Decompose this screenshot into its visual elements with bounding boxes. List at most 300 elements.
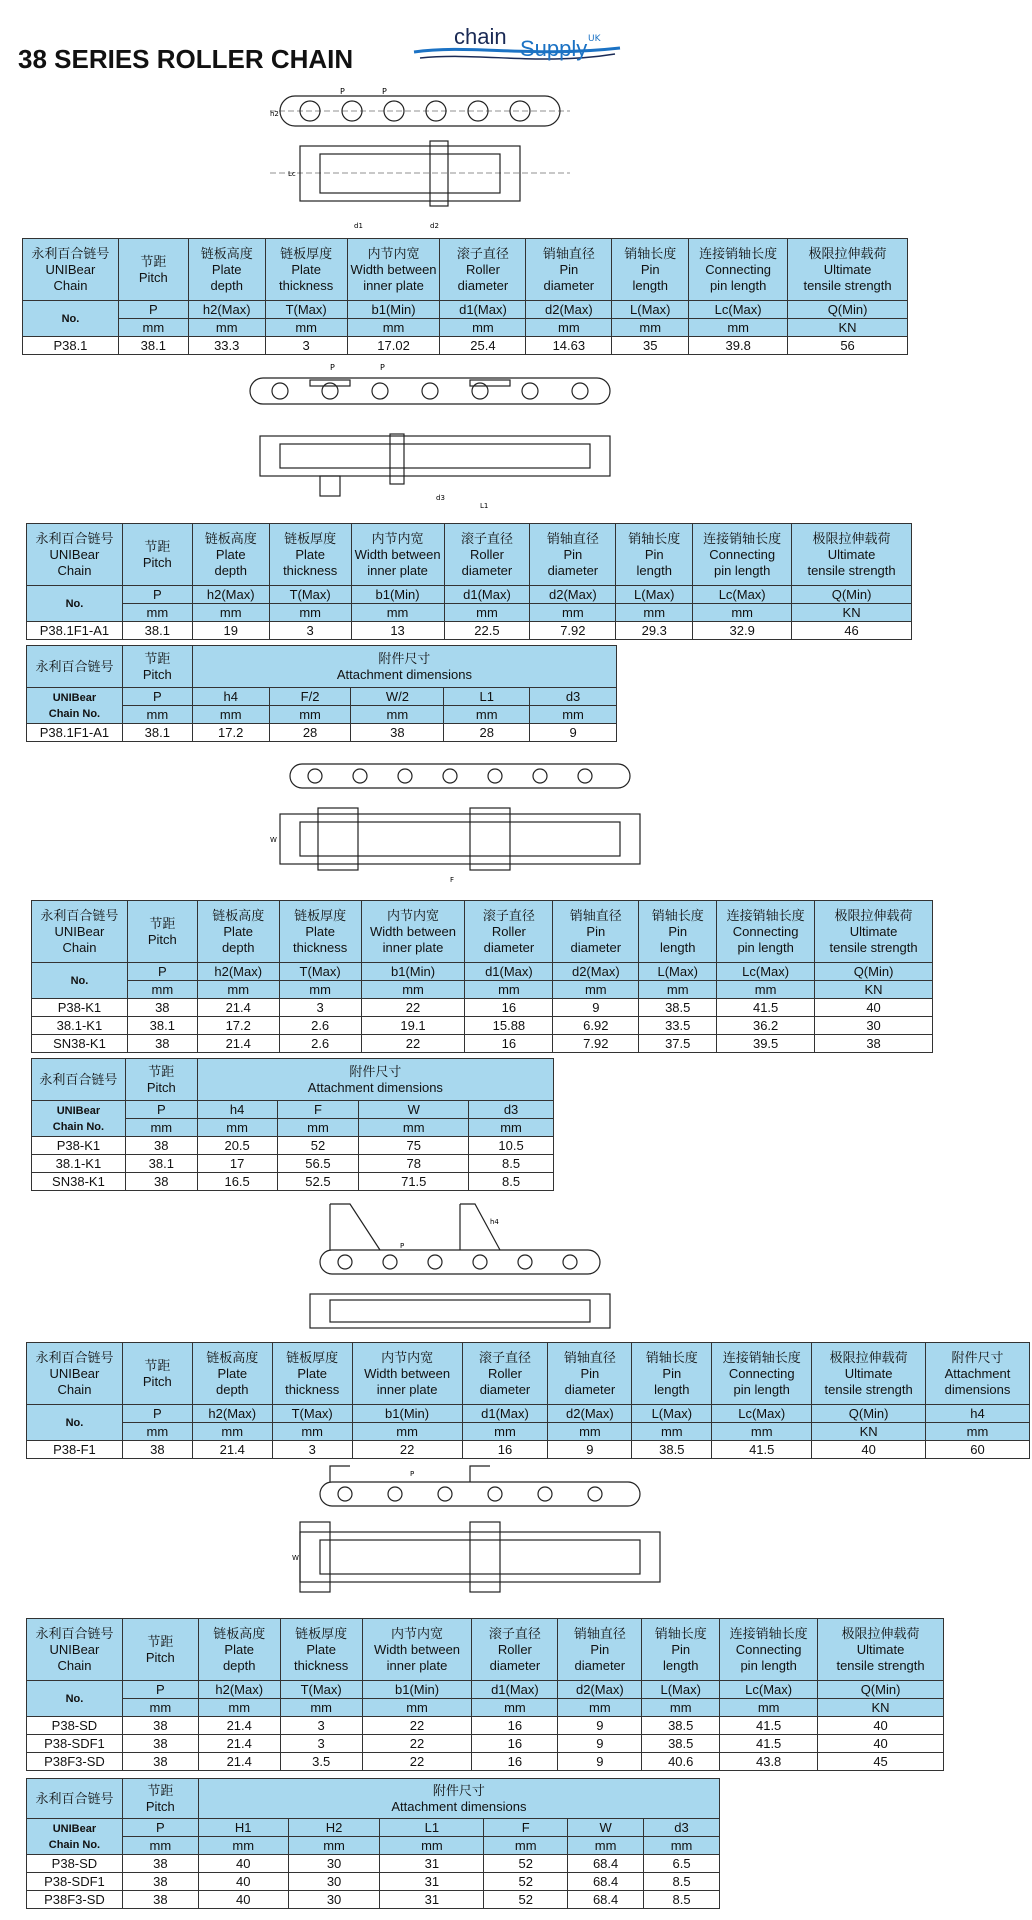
d1-header: 滚子直径 Roller diameter bbox=[440, 239, 526, 301]
table-cell: 68.4 bbox=[568, 1891, 644, 1909]
table-cell: 9 bbox=[558, 1753, 642, 1771]
attachment-header: 附件尺寸 Attachment dimensions bbox=[197, 1059, 553, 1101]
table-cell: KN bbox=[818, 1699, 944, 1717]
table-cell: 16 bbox=[462, 1441, 548, 1459]
table-cell: 52 bbox=[277, 1137, 359, 1155]
table-cell: mm bbox=[616, 604, 693, 622]
table-cell: mm bbox=[288, 1837, 380, 1855]
table-cell: h4 bbox=[197, 1101, 277, 1119]
table-cell: 21.4 bbox=[198, 1753, 280, 1771]
table-cell: mm bbox=[188, 319, 265, 337]
table-cell: b1(Min) bbox=[361, 963, 465, 981]
table-cell: 31 bbox=[380, 1855, 484, 1873]
table-cell: 30 bbox=[815, 1017, 933, 1035]
spec-table-f1 bbox=[26, 1342, 1030, 1459]
l-header: 销轴长度 Pin length bbox=[642, 1619, 720, 1681]
table-cell: F/2 bbox=[269, 688, 351, 706]
table-cell: P bbox=[122, 586, 192, 604]
table-cell: P bbox=[125, 1101, 197, 1119]
table-cell: 75 bbox=[359, 1137, 469, 1155]
table-cell: mm bbox=[198, 1837, 288, 1855]
table-cell: 52 bbox=[484, 1855, 568, 1873]
table-cell: mm bbox=[632, 1423, 712, 1441]
table-cell: 29.3 bbox=[616, 622, 693, 640]
table-cell: T(Max) bbox=[265, 301, 347, 319]
q-header: 极限拉伸载荷 Ultimate tensile strength bbox=[815, 901, 933, 963]
table-cell: 6.5 bbox=[644, 1855, 720, 1873]
table-cell: 41.5 bbox=[717, 999, 815, 1017]
table-cell: P38-K1 bbox=[32, 999, 128, 1017]
table-cell: 16 bbox=[472, 1717, 558, 1735]
table-cell: mm bbox=[639, 981, 717, 999]
table-cell: 38 bbox=[815, 1035, 933, 1053]
d2-header: 销轴直径 Pin diameter bbox=[558, 1619, 642, 1681]
table-cell: T(Max) bbox=[269, 586, 351, 604]
table-cell: mm bbox=[712, 1423, 812, 1441]
table-cell: mm bbox=[192, 706, 269, 724]
table-cell: mm bbox=[444, 706, 530, 724]
table-row bbox=[32, 999, 933, 1017]
attachment-table-sd bbox=[26, 1778, 720, 1909]
q-header: 极限拉伸载荷 Ultimate tensile strength bbox=[788, 239, 908, 301]
table-cell: 3 bbox=[280, 1735, 362, 1753]
table-cell: 22 bbox=[361, 1035, 465, 1053]
table-cell: 7.92 bbox=[553, 1035, 639, 1053]
table-cell: 19.1 bbox=[361, 1017, 465, 1035]
l-header: 销轴长度 Pin length bbox=[632, 1343, 712, 1405]
t-header: 链板厚度 Plate thickness bbox=[269, 524, 351, 586]
table-cell: h2(Max) bbox=[192, 586, 269, 604]
spec-table-sd bbox=[26, 1618, 944, 1771]
table-cell: 68.4 bbox=[568, 1855, 644, 1873]
spec-table-p38-1 bbox=[22, 238, 908, 355]
table-row bbox=[27, 1873, 720, 1891]
d2-header: 销轴直径 Pin diameter bbox=[526, 239, 612, 301]
table-cell: 22.5 bbox=[444, 622, 530, 640]
table-cell: L(Max) bbox=[642, 1681, 720, 1699]
table-cell: d3 bbox=[469, 1101, 554, 1119]
table-cell: mm bbox=[526, 319, 612, 337]
dim-label-d1: d1 bbox=[354, 222, 363, 230]
table-cell: 38 bbox=[122, 1717, 198, 1735]
chain-no-header: UNIBear Chain No. bbox=[27, 688, 123, 724]
dim-label-p2: P bbox=[380, 363, 385, 372]
pitch-header: 节距 Pitch bbox=[122, 524, 192, 586]
table-cell: 3 bbox=[272, 1441, 352, 1459]
dim-label-lc: Lc bbox=[288, 170, 296, 178]
table-row bbox=[27, 1855, 720, 1873]
table-cell: P bbox=[127, 963, 197, 981]
t-header: 链板厚度 Plate thickness bbox=[279, 901, 361, 963]
table-row bbox=[32, 1017, 933, 1035]
table-cell: P38-SD bbox=[27, 1717, 123, 1735]
h2-header: 链板高度 Plate depth bbox=[198, 1619, 280, 1681]
table-cell: T(Max) bbox=[279, 963, 361, 981]
dim-label-h2: h2 bbox=[270, 110, 279, 118]
dim-label-p: P bbox=[400, 1242, 405, 1250]
table-cell: d1(Max) bbox=[462, 1405, 548, 1423]
h2-header: 链板高度 Plate depth bbox=[188, 239, 265, 301]
table-cell: 30 bbox=[288, 1873, 380, 1891]
table-cell: 38 bbox=[122, 1891, 198, 1909]
table-cell: 40 bbox=[198, 1855, 288, 1873]
table-cell: 6.92 bbox=[553, 1017, 639, 1035]
table-cell: SN38-K1 bbox=[32, 1035, 128, 1053]
table-cell: 38 bbox=[127, 999, 197, 1017]
table-cell: mm bbox=[440, 319, 526, 337]
table-cell: 31 bbox=[380, 1891, 484, 1909]
table-cell: 9 bbox=[553, 999, 639, 1017]
table-row bbox=[32, 1137, 554, 1155]
table-cell: 46 bbox=[792, 622, 912, 640]
spec-table-k1 bbox=[31, 900, 933, 1053]
table-cell: 38.1 bbox=[122, 724, 192, 742]
table-cell: 45 bbox=[818, 1753, 944, 1771]
chain-no-header: UNIBear Chain No. bbox=[27, 1819, 123, 1855]
table-row bbox=[32, 1155, 554, 1173]
d1-header: 滚子直径 Roller diameter bbox=[465, 901, 553, 963]
table-cell: 36.2 bbox=[717, 1017, 815, 1035]
table-cell: F bbox=[484, 1819, 568, 1837]
table-row bbox=[27, 1753, 944, 1771]
attachment-header: 附件尺寸 Attachment dimensions bbox=[198, 1779, 719, 1819]
table-cell: 71.5 bbox=[359, 1173, 469, 1191]
table-cell: mm bbox=[351, 706, 444, 724]
table-cell: 21.4 bbox=[198, 1735, 280, 1753]
table-cell: mm bbox=[277, 1119, 359, 1137]
table-cell: 25.4 bbox=[440, 337, 526, 355]
table-cell: P38F3-SD bbox=[27, 1891, 123, 1909]
table-cell: 41.5 bbox=[720, 1717, 818, 1735]
table-cell: 22 bbox=[361, 999, 465, 1017]
table-cell: d2(Max) bbox=[548, 1405, 632, 1423]
table-cell: 38.5 bbox=[639, 999, 717, 1017]
table-cell: Lc(Max) bbox=[689, 301, 788, 319]
table-cell: 2.6 bbox=[279, 1017, 361, 1035]
table-cell: 16 bbox=[465, 1035, 553, 1053]
table-cell: L1 bbox=[444, 688, 530, 706]
table-cell: Lc(Max) bbox=[720, 1681, 818, 1699]
table-row bbox=[23, 337, 908, 355]
table-cell: 9 bbox=[558, 1735, 642, 1753]
attachment-table-f1-a1 bbox=[26, 645, 617, 742]
table-cell: 3 bbox=[269, 622, 351, 640]
d2-header: 销轴直径 Pin diameter bbox=[553, 901, 639, 963]
table-cell: mm bbox=[347, 319, 440, 337]
table-cell: 3 bbox=[265, 337, 347, 355]
table-cell: 30 bbox=[288, 1855, 380, 1873]
table-cell: mm bbox=[693, 604, 792, 622]
table-cell: mm bbox=[380, 1837, 484, 1855]
table-cell: KN bbox=[812, 1423, 926, 1441]
code-header: 永利百合链号 bbox=[32, 1059, 126, 1101]
code-header: 永利百合链号 bbox=[27, 1779, 123, 1819]
table-cell: 38 bbox=[127, 1035, 197, 1053]
table-cell: 38.5 bbox=[642, 1717, 720, 1735]
table-cell: 19 bbox=[192, 622, 269, 640]
table-cell: 60 bbox=[926, 1441, 1030, 1459]
table-cell: P38.1 bbox=[23, 337, 119, 355]
table-cell: mm bbox=[558, 1699, 642, 1717]
attachment-table-k1 bbox=[31, 1058, 554, 1191]
table-cell: mm bbox=[359, 1119, 469, 1137]
d1-header: 滚子直径 Roller diameter bbox=[444, 524, 530, 586]
table-cell: L(Max) bbox=[616, 586, 693, 604]
table-cell: 22 bbox=[362, 1753, 472, 1771]
table-cell: 41.5 bbox=[720, 1735, 818, 1753]
table-row bbox=[27, 1735, 944, 1753]
table-cell: 17.02 bbox=[347, 337, 440, 355]
dim-label-f: F bbox=[450, 876, 455, 884]
table-cell: 16 bbox=[472, 1735, 558, 1753]
lc-header: 连接销轴长度 Connecting pin length bbox=[693, 524, 792, 586]
table-cell: Q(Min) bbox=[792, 586, 912, 604]
table-cell: h4 bbox=[926, 1405, 1030, 1423]
pitch-header: 节距 Pitch bbox=[122, 1619, 198, 1681]
table-row bbox=[27, 622, 912, 640]
table-row bbox=[32, 1173, 554, 1191]
table-cell: 40 bbox=[198, 1891, 288, 1909]
table-cell: mm bbox=[469, 1119, 554, 1137]
h2-header: 链板高度 Plate depth bbox=[192, 1343, 272, 1405]
table-cell: 14.63 bbox=[526, 337, 612, 355]
table-cell: 38.5 bbox=[632, 1441, 712, 1459]
dim-label-p: P bbox=[330, 363, 335, 372]
dim-label-d3: d3 bbox=[436, 494, 445, 502]
table-cell: 38.1-K1 bbox=[32, 1017, 128, 1035]
chain-no-header: No. bbox=[27, 1405, 123, 1441]
table-cell: 13 bbox=[351, 622, 444, 640]
table-cell: P38-F1 bbox=[27, 1441, 123, 1459]
dim-label-p: P bbox=[340, 87, 345, 96]
table-cell: 17.2 bbox=[197, 1017, 279, 1035]
q-header: 极限拉伸载荷 Ultimate tensile strength bbox=[792, 524, 912, 586]
table-cell: mm bbox=[197, 1119, 277, 1137]
table-cell: P bbox=[122, 1819, 198, 1837]
chain-drawing-f1-a1 bbox=[240, 358, 640, 514]
table-cell: T(Max) bbox=[272, 1405, 352, 1423]
b1-header: 内节内宽 Width between inner plate bbox=[362, 1619, 472, 1681]
table-cell: 10.5 bbox=[469, 1137, 554, 1155]
table-cell: 37.5 bbox=[639, 1035, 717, 1053]
h2-header: 链板高度 Plate depth bbox=[197, 901, 279, 963]
dim-label-h4: h4 bbox=[490, 1218, 499, 1226]
table-cell: mm bbox=[265, 319, 347, 337]
table-cell: H1 bbox=[198, 1819, 288, 1837]
table-cell: 22 bbox=[352, 1441, 462, 1459]
table-cell: d2(Max) bbox=[526, 301, 612, 319]
table-cell: P38.1F1-A1 bbox=[27, 724, 123, 742]
table-cell: h2(Max) bbox=[197, 963, 279, 981]
l-header: 销轴长度 Pin length bbox=[639, 901, 717, 963]
chain-no-header: No. bbox=[27, 1681, 123, 1717]
table-cell: mm bbox=[198, 1699, 280, 1717]
h2-header: 链板高度 Plate depth bbox=[192, 524, 269, 586]
table-cell: P38-SDF1 bbox=[27, 1873, 123, 1891]
table-cell: 3 bbox=[280, 1717, 362, 1735]
table-cell: d1(Max) bbox=[440, 301, 526, 319]
table-cell: 38.1 bbox=[125, 1155, 197, 1173]
code-header: 永利百合链号 UNIBear Chain bbox=[32, 901, 128, 963]
table-cell: W bbox=[568, 1819, 644, 1837]
table-cell: 56.5 bbox=[277, 1155, 359, 1173]
attachment-header: 附件尺寸 Attachment dimensions bbox=[192, 646, 616, 688]
table-cell: 40 bbox=[812, 1441, 926, 1459]
q-header: 极限拉伸载荷 Ultimate tensile strength bbox=[818, 1619, 944, 1681]
table-cell: 8.5 bbox=[644, 1873, 720, 1891]
table-cell: SN38-K1 bbox=[32, 1173, 126, 1191]
table-cell: Lc(Max) bbox=[693, 586, 792, 604]
table-cell: d1(Max) bbox=[472, 1681, 558, 1699]
table-cell: 38 bbox=[122, 1441, 192, 1459]
table-cell: H2 bbox=[288, 1819, 380, 1837]
table-row bbox=[27, 724, 617, 742]
table-cell: 43.8 bbox=[720, 1753, 818, 1771]
table-cell: 38 bbox=[122, 1873, 198, 1891]
table-cell: mm bbox=[530, 706, 617, 724]
table-cell: mm bbox=[127, 981, 197, 999]
table-cell: 8.5 bbox=[469, 1155, 554, 1173]
table-cell: L1 bbox=[380, 1819, 484, 1837]
pitch-header: 节距 Pitch bbox=[122, 1779, 198, 1819]
table-row bbox=[27, 1441, 1030, 1459]
table-cell: 33.5 bbox=[639, 1017, 717, 1035]
table-cell: h2(Max) bbox=[192, 1405, 272, 1423]
table-cell: 38 bbox=[122, 1753, 198, 1771]
table-cell: 15.88 bbox=[465, 1017, 553, 1035]
table-cell: 3 bbox=[279, 999, 361, 1017]
table-cell: 39.5 bbox=[717, 1035, 815, 1053]
table-cell: b1(Min) bbox=[352, 1405, 462, 1423]
table-cell: mm bbox=[444, 604, 530, 622]
table-cell: mm bbox=[484, 1837, 568, 1855]
table-cell: 38 bbox=[122, 1735, 198, 1753]
table-cell: 38.1 bbox=[122, 622, 192, 640]
table-cell: mm bbox=[462, 1423, 548, 1441]
table-cell: d2(Max) bbox=[553, 963, 639, 981]
table-cell: P38-SD bbox=[27, 1855, 123, 1873]
table-cell: P38F3-SD bbox=[27, 1753, 123, 1771]
table-cell: 8.5 bbox=[644, 1891, 720, 1909]
table-cell: mm bbox=[465, 981, 553, 999]
table-cell: 28 bbox=[444, 724, 530, 742]
brand-logo bbox=[410, 14, 630, 78]
table-cell: 16 bbox=[465, 999, 553, 1017]
table-cell: mm bbox=[644, 1837, 720, 1855]
table-cell: mm bbox=[272, 1423, 352, 1441]
table-cell: F bbox=[277, 1101, 359, 1119]
table-cell: d1(Max) bbox=[444, 586, 530, 604]
pitch-header: 节距 Pitch bbox=[125, 1059, 197, 1101]
table-cell: 52.5 bbox=[277, 1173, 359, 1191]
table-cell: L(Max) bbox=[632, 1405, 712, 1423]
table-cell: mm bbox=[362, 1699, 472, 1717]
table-cell: 68.4 bbox=[568, 1873, 644, 1891]
code-header: 永利百合链号 UNIBear Chain bbox=[27, 524, 123, 586]
table-cell: 9 bbox=[530, 724, 617, 742]
dim-label-w: W bbox=[270, 836, 277, 844]
table-cell: L(Max) bbox=[639, 963, 717, 981]
table-cell: 20.5 bbox=[197, 1137, 277, 1155]
attachment-header: 附件尺寸 Attachment dimensions bbox=[926, 1343, 1030, 1405]
table-cell: 40 bbox=[198, 1873, 288, 1891]
dim-label-p: P bbox=[410, 1470, 415, 1478]
l-header: 销轴长度 Pin length bbox=[616, 524, 693, 586]
b1-header: 内节内宽 Width between inner plate bbox=[347, 239, 440, 301]
b1-header: 内节内宽 Width between inner plate bbox=[352, 1343, 462, 1405]
table-cell: 31 bbox=[380, 1873, 484, 1891]
table-cell: 28 bbox=[269, 724, 351, 742]
page-title: 38 SERIES ROLLER CHAIN bbox=[18, 44, 354, 74]
table-cell: Lc(Max) bbox=[717, 963, 815, 981]
table-cell: mm bbox=[197, 981, 279, 999]
d1-header: 滚子直径 Roller diameter bbox=[472, 1619, 558, 1681]
chain-no-header: No. bbox=[27, 586, 123, 622]
table-cell: P bbox=[122, 688, 192, 706]
table-row bbox=[27, 1891, 720, 1909]
code-header: 永利百合链号 UNIBear Chain bbox=[23, 239, 119, 301]
chain-no-header: No. bbox=[23, 301, 119, 337]
table-cell: mm bbox=[122, 1699, 198, 1717]
chain-drawing-k1 bbox=[270, 756, 660, 886]
table-cell: 21.4 bbox=[192, 1441, 272, 1459]
table-cell: mm bbox=[361, 981, 465, 999]
table-cell: 40.6 bbox=[642, 1753, 720, 1771]
table-cell: mm bbox=[125, 1119, 197, 1137]
table-cell: mm bbox=[472, 1699, 558, 1717]
table-cell: Q(Min) bbox=[815, 963, 933, 981]
table-cell: mm bbox=[689, 319, 788, 337]
t-header: 链板厚度 Plate thickness bbox=[272, 1343, 352, 1405]
table-cell: KN bbox=[815, 981, 933, 999]
table-cell: b1(Min) bbox=[347, 301, 440, 319]
table-cell: d2(Max) bbox=[558, 1681, 642, 1699]
table-cell: W bbox=[359, 1101, 469, 1119]
table-cell: mm bbox=[642, 1699, 720, 1717]
table-cell: 40 bbox=[815, 999, 933, 1017]
table-cell: L(Max) bbox=[612, 301, 689, 319]
table-cell: T(Max) bbox=[280, 1681, 362, 1699]
code-header: 永利百合链号 bbox=[27, 646, 123, 688]
d1-header: 滚子直径 Roller diameter bbox=[462, 1343, 548, 1405]
table-cell: mm bbox=[612, 319, 689, 337]
table-cell: 21.4 bbox=[197, 999, 279, 1017]
pitch-header: 节距 Pitch bbox=[127, 901, 197, 963]
table-cell: P38.1F1-A1 bbox=[27, 622, 123, 640]
table-cell: 52 bbox=[484, 1891, 568, 1909]
table-cell: d3 bbox=[530, 688, 617, 706]
table-cell: mm bbox=[192, 1423, 272, 1441]
table-cell: mm bbox=[192, 604, 269, 622]
table-cell: W/2 bbox=[351, 688, 444, 706]
table-cell: P bbox=[122, 1681, 198, 1699]
pitch-header: 节距 Pitch bbox=[122, 646, 192, 688]
dim-label-l1: L1 bbox=[480, 502, 489, 510]
table-row bbox=[27, 1717, 944, 1735]
table-cell: mm bbox=[926, 1423, 1030, 1441]
table-cell: 38.1 bbox=[118, 337, 188, 355]
table-cell: b1(Min) bbox=[351, 586, 444, 604]
dim-label-p2: P bbox=[382, 87, 387, 96]
table-cell: mm bbox=[568, 1837, 644, 1855]
table-cell: P bbox=[122, 1405, 192, 1423]
lc-header: 连接销轴长度 Connecting pin length bbox=[689, 239, 788, 301]
table-cell: 32.9 bbox=[693, 622, 792, 640]
table-cell: 38 bbox=[122, 1855, 198, 1873]
table-cell: Q(Min) bbox=[788, 301, 908, 319]
code-header: 永利百合链号 UNIBear Chain bbox=[27, 1619, 123, 1681]
table-cell: mm bbox=[122, 1423, 192, 1441]
